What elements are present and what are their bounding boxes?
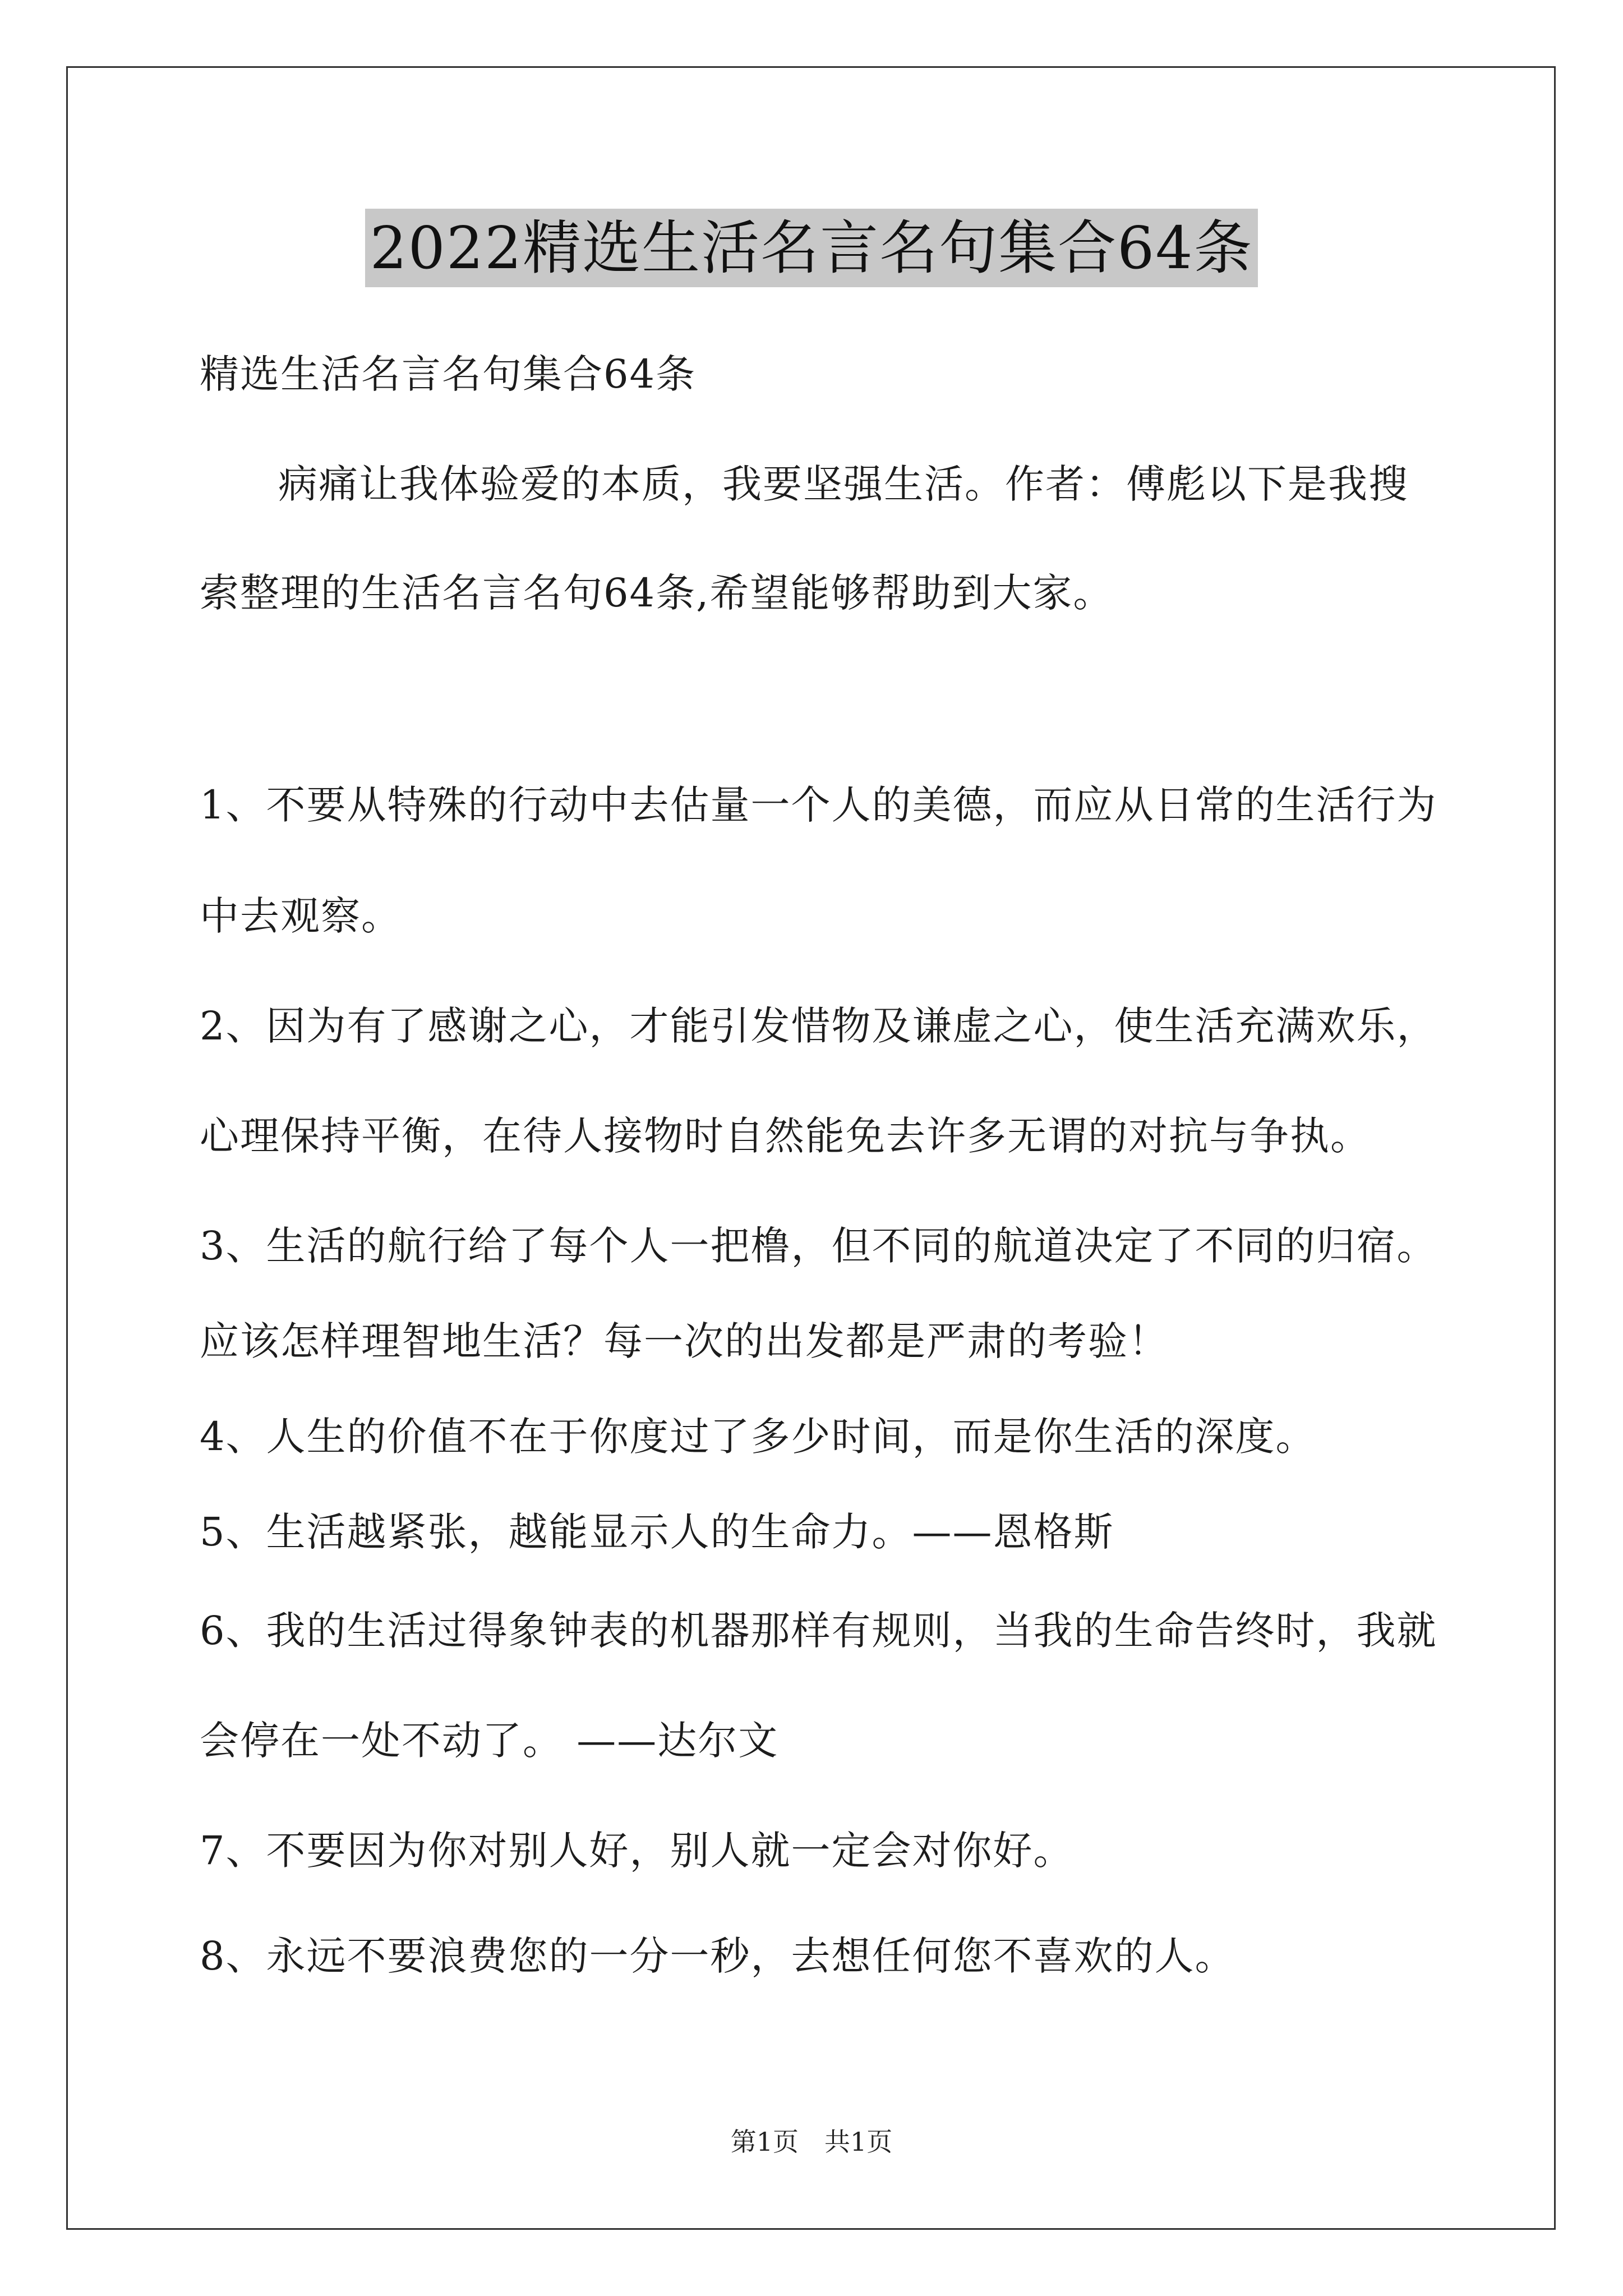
item-line-11: 7、不要因为你对别人好，别人就一定会对你好。 <box>200 1828 1074 1874</box>
intro-line-1: 病痛让我体验爱的本质，我要坚强生活。作者：傅彪以下是我搜 <box>278 461 1409 507</box>
document-title: 2022精选生活名言名句集合64条 <box>365 209 1257 287</box>
page-footer: 第1页 共1页 <box>730 2127 893 2157</box>
item-line-3: 2、因为有了感谢之心，才能引发惜物及谦虚之心，使生活充满欢乐， <box>200 1003 1437 1049</box>
item-line-4: 心理保持平衡，在待人接物时自然能免去许多无谓的对抗与争执。 <box>200 1113 1371 1159</box>
item-line-6: 应该怎样理智地生活？每一次的出发都是严肃的考验！ <box>200 1318 1169 1364</box>
item-line-2: 中去观察。 <box>200 893 402 939</box>
item-line-12: 8、永远不要浪费您的一分一秒，去想任何您不喜欢的人。 <box>200 1933 1235 1979</box>
item-line-10: 会停在一处不动了。 ——达尔文 <box>200 1718 779 1764</box>
document-subtitle: 精选生活名言名句集合64条 <box>200 351 697 397</box>
item-line-1: 1、不要从特殊的行动中去估量一个人的美德，而应从日常的生活行为 <box>200 782 1437 828</box>
intro-line-2: 索整理的生活名言名句64条,希望能够帮助到大家。 <box>200 570 1114 616</box>
item-line-5: 3、生活的航行给了每个人一把橹，但不同的航道决定了不同的归宿。 <box>200 1223 1437 1269</box>
item-line-7: 4、人生的价值不在于你度过了多少时间，而是你生活的深度。 <box>200 1414 1316 1460</box>
item-line-8: 5、生活越紧张，越能显示人的生命力。——恩格斯 <box>200 1509 1114 1555</box>
item-line-9: 6、我的生活过得象钟表的机器那样有规则，当我的生命告终时，我就 <box>200 1608 1437 1654</box>
title-container <box>0 209 1623 287</box>
